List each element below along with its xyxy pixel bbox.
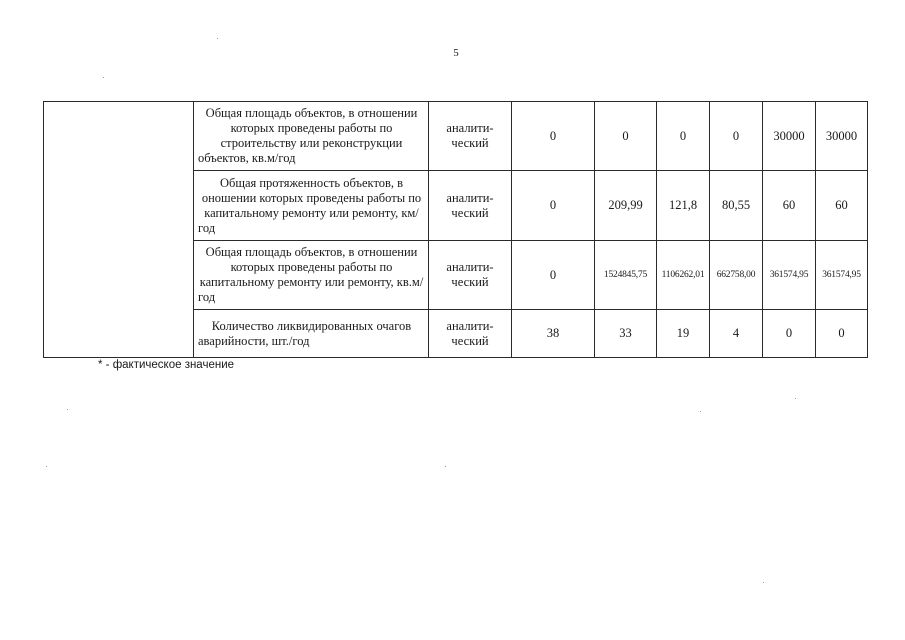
value-cell: 0 (816, 310, 868, 358)
calculation-method: аналити-ческий (429, 310, 512, 358)
value-cell: 0 (512, 241, 595, 310)
value-cell: 662758,00 (710, 241, 763, 310)
value-cell: 0 (763, 310, 816, 358)
value-cell: 60 (763, 171, 816, 241)
value-cell: 0 (512, 102, 595, 171)
scan-speck (103, 77, 104, 78)
merged-empty-cell (44, 102, 194, 358)
table-row (44, 102, 868, 171)
calculation-method: аналити-ческий (429, 171, 512, 241)
value-cell: 0 (657, 102, 710, 171)
scan-speck (700, 411, 701, 412)
indicator-name: Общая площадь объектов, в отношении которых проведены работы по капитальному ремонту или ремонту, кв.м/год (194, 241, 429, 310)
footnote: * - фактическое значение (98, 359, 235, 371)
calculation-method: аналити-ческий (429, 102, 512, 171)
value-cell: 0 (710, 102, 763, 171)
value-cell: 0 (595, 102, 657, 171)
scan-speck (67, 409, 68, 410)
value-cell: 361574,95 (763, 241, 816, 310)
scan-speck (217, 38, 218, 39)
scan-speck (46, 466, 47, 467)
page-number: 5 (453, 47, 459, 59)
value-cell: 4 (710, 310, 763, 358)
value-cell: 33 (595, 310, 657, 358)
indicators-table (43, 101, 868, 358)
scan-speck (763, 582, 764, 583)
value-cell: 30000 (763, 102, 816, 171)
value-cell: 361574,95 (816, 241, 868, 310)
calculation-method: аналити-ческий (429, 241, 512, 310)
value-cell: 1524845,75 (595, 241, 657, 310)
indicator-name: Общая площадь объектов, в отношении которых проведены работы по строительству или реконструкции объектов, кв.м/год (194, 102, 429, 171)
value-cell: 19 (657, 310, 710, 358)
value-cell: 0 (512, 171, 595, 241)
value-cell: 38 (512, 310, 595, 358)
indicator-name: Количество ликвидированных очагов аварийности, шт./год (194, 310, 429, 358)
value-cell: 209,99 (595, 171, 657, 241)
indicator-name: Общая протяженность объектов, в оношении которых проведены работы по капитальному ремонту или ремонту, км/год (194, 171, 429, 241)
value-cell: 60 (816, 171, 868, 241)
value-cell: 121,8 (657, 171, 710, 241)
value-cell: 1106262,01 (657, 241, 710, 310)
scan-speck (795, 398, 796, 399)
scan-speck (445, 466, 446, 467)
value-cell: 80,55 (710, 171, 763, 241)
value-cell: 30000 (816, 102, 868, 171)
